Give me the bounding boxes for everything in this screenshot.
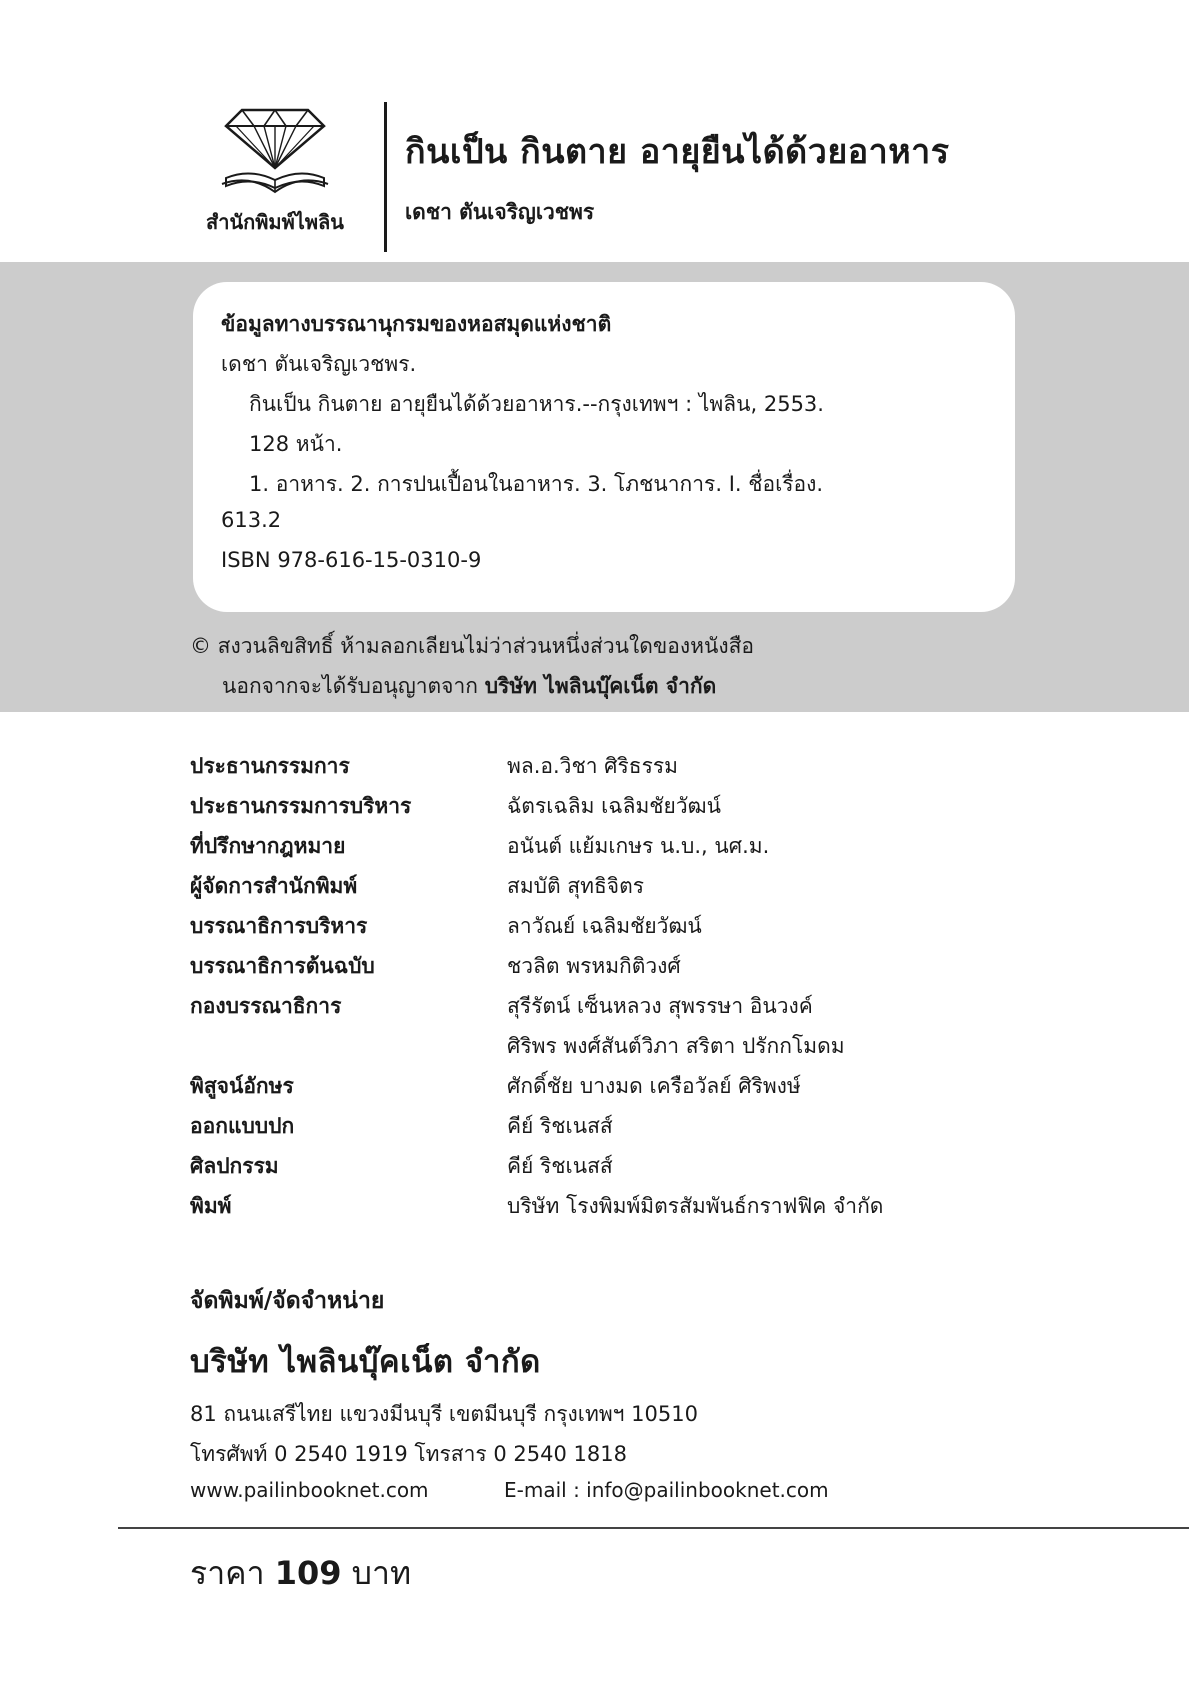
credit-row bbox=[190, 1110, 1090, 1150]
distributor-phones: โทรศัพท์ 0 2540 1919 โทรสาร 0 2540 1818 bbox=[190, 1442, 627, 1466]
copyright-notice: © สงวนลิขสิทธิ์ ห้ามลอกเลียนไม่ว่าส่วนหนึ่งส่วนใดของหนังสือ bbox=[190, 634, 755, 658]
cip-subjects: 1. อาหาร. 2. การปนเปื้อนในอาหาร. 3. โภชนาการ. I. ชื่อเรื่อง. bbox=[249, 472, 824, 496]
distribution-heading: จัดพิมพ์/จัดจำหน่าย bbox=[190, 1288, 385, 1314]
credit-row bbox=[190, 790, 1090, 830]
email-link[interactable]: E-mail : info@pailinbooknet.com bbox=[504, 1478, 829, 1502]
credit-role: พิสูจน์อักษร bbox=[190, 1074, 294, 1098]
credit-role: ประธานกรรมการบริหาร bbox=[190, 794, 412, 818]
website-link[interactable]: www.pailinbooknet.com bbox=[190, 1478, 429, 1502]
publisher-name: สำนักพิมพ์ไพลิน bbox=[206, 210, 344, 234]
credit-name: ศักดิ์ชัย บางมด เครือวัลย์ ศิริพงษ์ bbox=[507, 1074, 801, 1098]
credit-name: คีย์ ริชเนสส์ bbox=[507, 1114, 613, 1138]
footer-divider bbox=[118, 1527, 1189, 1529]
copyright-permission bbox=[222, 670, 716, 703]
copyright-company: บริษัท ไพลินบุ๊คเน็ต จำกัด bbox=[484, 674, 717, 698]
credit-row bbox=[190, 1070, 1090, 1110]
diamond-book-logo-icon bbox=[220, 106, 330, 196]
publisher-logo bbox=[190, 100, 360, 250]
header-divider bbox=[384, 102, 387, 252]
credit-name: สมบัติ สุทธิจิตร bbox=[507, 874, 645, 898]
credit-role: ศิลปกรรม bbox=[190, 1154, 279, 1178]
credit-row bbox=[190, 1150, 1090, 1190]
cip-pages: 128 หน้า. bbox=[249, 432, 343, 456]
cip-title: กินเป็น กินตาย อายุยืนได้ด้วยอาหาร.--กรุงเทพฯ : ไพลิน, 2553. bbox=[249, 392, 824, 416]
credit-name: ศิริพร พงศ์สันต์วิภา สริตา ปรักกโมดม bbox=[507, 1034, 845, 1058]
distributor-company: บริษัท ไพลินบุ๊คเน็ต จำกัด bbox=[190, 1344, 541, 1380]
credit-row bbox=[190, 830, 1090, 870]
copyright-permission-text: นอกจากจะได้รับอนุญาตจาก bbox=[222, 674, 478, 698]
credit-role: บรรณาธิการบริหาร bbox=[190, 914, 368, 938]
credit-row bbox=[190, 870, 1090, 910]
credit-row bbox=[190, 1190, 1090, 1230]
cip-author: เดชา ตันเจริญเวชพร. bbox=[221, 352, 417, 376]
credit-name: ฉัตรเฉลิม เฉลิมชัยวัฒน์ bbox=[507, 794, 721, 818]
credit-row bbox=[190, 910, 1090, 950]
credit-name: ลาวัณย์ เฉลิมชัยวัฒน์ bbox=[507, 914, 702, 938]
credit-row bbox=[190, 950, 1090, 990]
price-label: ราคา bbox=[190, 1554, 265, 1592]
credit-role: ที่ปรึกษากฎหมาย bbox=[190, 834, 346, 858]
book-title: กินเป็น กินตาย อายุยืนได้ด้วยอาหาร bbox=[405, 132, 950, 172]
header bbox=[190, 100, 1090, 255]
credit-name: อนันต์ แย้มเกษร น.บ., นศ.ม. bbox=[507, 834, 770, 858]
cip-classification: 613.2 bbox=[221, 508, 282, 532]
book-author: เดชา ตันเจริญเวชพร bbox=[405, 200, 595, 224]
cip-isbn: ISBN 978-616-15-0310-9 bbox=[221, 548, 482, 572]
cip-heading: ข้อมูลทางบรรณานุกรมของหอสมุดแห่งชาติ bbox=[221, 312, 612, 336]
credit-name: ชวลิต พรหมกิติวงศ์ bbox=[507, 954, 681, 978]
credit-name: คีย์ ริชเนสส์ bbox=[507, 1154, 613, 1178]
credit-row bbox=[190, 1030, 1090, 1070]
credit-role: กองบรรณาธิการ bbox=[190, 994, 342, 1018]
price bbox=[190, 1548, 411, 1599]
credit-name: สุรีรัตน์ เซ็นหลวง สุพรรษา อินวงค์ bbox=[507, 994, 813, 1018]
credit-role: ประธานกรรมการ bbox=[190, 754, 350, 778]
credit-name: พล.อ.วิชา ศิริธรรม bbox=[507, 754, 679, 778]
credit-row bbox=[190, 990, 1090, 1030]
price-amount: 109 bbox=[274, 1554, 342, 1592]
credit-role: บรรณาธิการต้นฉบับ bbox=[190, 954, 375, 978]
credit-role: ผู้จัดการสำนักพิมพ์ bbox=[190, 874, 358, 898]
credit-name: บริษัท โรงพิมพ์มิตรสัมพันธ์กราฟฟิค จำกัด bbox=[507, 1194, 884, 1218]
cip-box bbox=[193, 282, 1015, 612]
price-currency: บาท bbox=[351, 1554, 412, 1592]
distributor-address: 81 ถนนเสรีไทย แขวงมีนบุรี เขตมีนบุรี กรุงเทพฯ 10510 bbox=[190, 1402, 698, 1426]
credit-role: ออกแบบปก bbox=[190, 1114, 295, 1138]
credit-row bbox=[190, 750, 1090, 790]
credit-role: พิมพ์ bbox=[190, 1194, 232, 1218]
